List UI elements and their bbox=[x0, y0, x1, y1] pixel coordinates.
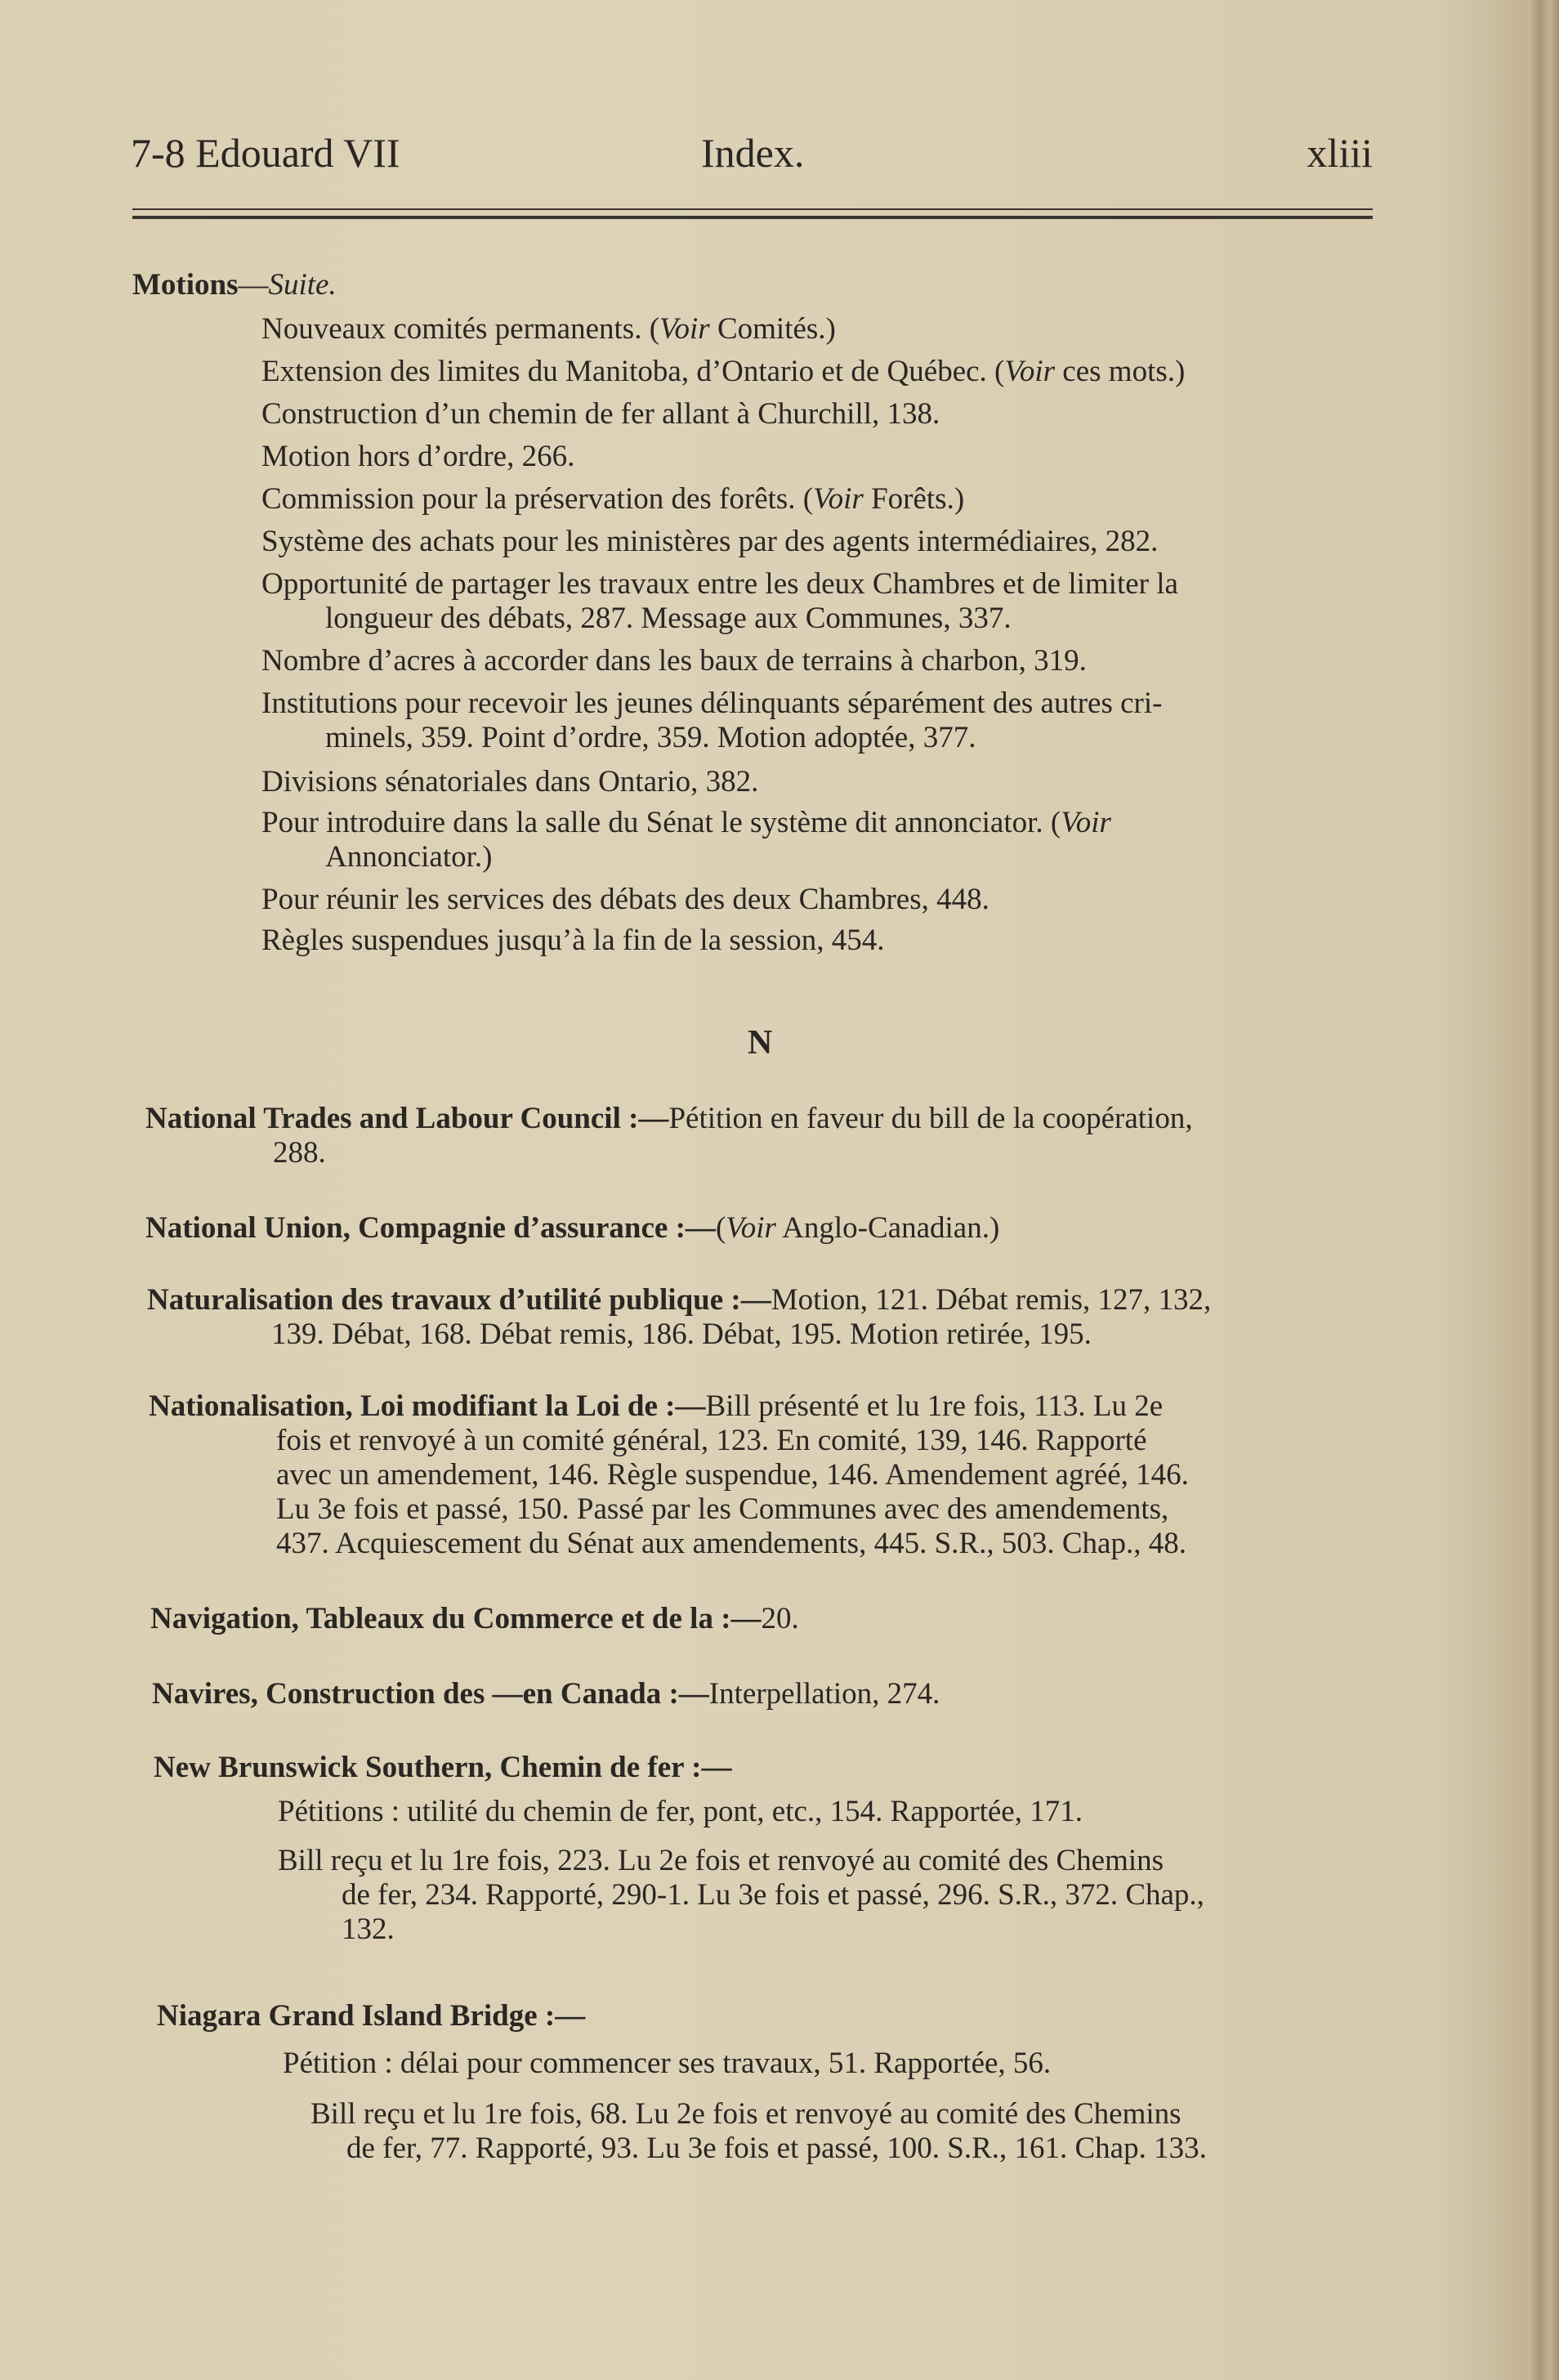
voir-ref: Voir bbox=[726, 1211, 776, 1245]
entry-text: Bill présenté et lu 1re fois, 113. Lu 2e bbox=[705, 1389, 1164, 1423]
motion-item bbox=[261, 397, 940, 432]
motion-item bbox=[261, 644, 1087, 678]
motion-item bbox=[261, 312, 836, 347]
subentry-text: Bill reçu et lu 1re fois, 68. Lu 2e fois et renvoyé au comité des Chemins bbox=[310, 2097, 1182, 2131]
motion-text: Institutions pour recevoir les jeunes délinquants séparément des autres cri- bbox=[261, 687, 1163, 720]
motion-text: Système des achats pour les ministères par des agents intermédiaires, 282. bbox=[261, 525, 1159, 558]
header-title: Index. bbox=[701, 130, 805, 176]
index-entry bbox=[145, 1211, 999, 1246]
entry-text-cont: 288. bbox=[273, 1136, 326, 1170]
motion-text: Pour introduire dans la salle du Sénat le système dit annonciator. ( bbox=[261, 806, 1061, 839]
index-subentry bbox=[278, 1844, 1204, 1947]
motion-text: Opportunité de partager les travaux entre les deux Chambres et de limiter la bbox=[261, 567, 1178, 601]
subentry-text-cont: de fer, 77. Rapporté, 93. Lu 3e fois et passé, 100. S.R., 161. Chap. 133. bbox=[346, 2132, 1207, 2165]
subentry-text-cont: 132. bbox=[342, 1912, 395, 1946]
entry-text: Interpellation, 274. bbox=[708, 1677, 940, 1711]
motion-item bbox=[261, 482, 964, 517]
entry-heading: New Brunswick Southern, Chemin de fer :— bbox=[154, 1751, 732, 1784]
entry-text-cont: avec un amendement, 146. Règle suspendue, 146. Amendement agréé, 146. bbox=[276, 1458, 1189, 1492]
motion-item bbox=[261, 525, 1158, 559]
index-subentry bbox=[278, 1795, 1083, 1829]
motion-text: Règles suspendues jusqu’à la fin de la session, 454. bbox=[261, 924, 885, 957]
index-entry bbox=[145, 1102, 1193, 1170]
entry-heading: Niagara Grand Island Bridge :— bbox=[157, 1999, 586, 2033]
entry-text: Motion, 121. Débat remis, 127, 132, bbox=[771, 1283, 1212, 1317]
section-letter: N bbox=[748, 1024, 773, 1062]
motion-item bbox=[261, 687, 1162, 755]
motion-ref: ces mots.) bbox=[1055, 355, 1186, 388]
subentry-text: Pétitions : utilité du chemin de fer, pont, etc., 154. Rapportée, 171. bbox=[278, 1795, 1083, 1828]
motions-suite: Suite. bbox=[268, 268, 337, 302]
header-rule-thick bbox=[132, 216, 1373, 219]
index-entry bbox=[157, 1999, 585, 2033]
motion-text: Construction d’un chemin de fer allant à Churchill, 138. bbox=[261, 397, 940, 431]
motion-text: Commission pour la préservation des forêts. ( bbox=[261, 482, 814, 516]
subentry-text-cont: de fer, 234. Rapporté, 290-1. Lu 3e fois et passé, 296. S.R., 372. Chap., bbox=[342, 1878, 1204, 1912]
motions-dash: — bbox=[238, 268, 269, 302]
header-volume: 7-8 Edouard VII bbox=[131, 130, 400, 176]
voir-ref: Voir bbox=[1004, 355, 1056, 388]
motion-text: Nombre d’acres à accorder dans les baux de terrains à charbon, 319. bbox=[261, 644, 1087, 678]
subentry-text: Bill reçu et lu 1re fois, 223. Lu 2e fois et renvoyé au comité des Chemins bbox=[278, 1844, 1164, 1877]
voir-ref: Voir bbox=[1061, 806, 1111, 839]
entry-heading: Naturalisation des travaux d’utilité publique :— bbox=[147, 1283, 771, 1317]
entry-text-cont: 437. Acquiescement du Sénat aux amendements, 445. S.R., 503. Chap., 48. bbox=[276, 1527, 1186, 1560]
motion-text: Extension des limites du Manitoba, d’Ontario et de Québec. ( bbox=[261, 355, 1005, 388]
motion-text-cont: minels, 359. Point d’ordre, 359. Motion adoptée, 377. bbox=[325, 721, 976, 754]
entry-heading: National Union, Compagnie d’assurance :— bbox=[145, 1211, 716, 1245]
voir-ref: Voir bbox=[813, 482, 864, 516]
motion-text: Nouveaux comités permanents. ( bbox=[261, 312, 660, 346]
entry-heading: National Trades and Labour Council :— bbox=[145, 1102, 669, 1135]
motions-heading: Motions bbox=[132, 268, 239, 302]
index-entry bbox=[152, 1677, 940, 1711]
motion-item bbox=[261, 924, 885, 958]
entry-text-cont: 139. Débat, 168. Débat remis, 186. Débat, 195. Motion retirée, 195. bbox=[271, 1318, 1092, 1351]
entry-heading: Nationalisation, Loi modifiant la Loi de :— bbox=[149, 1389, 706, 1423]
index-entry bbox=[154, 1751, 731, 1785]
motion-item bbox=[261, 440, 574, 474]
header-page-number: xliii bbox=[1307, 130, 1373, 176]
entry-text: 20. bbox=[761, 1602, 799, 1635]
entry-heading: Navigation, Tableaux du Commerce et de la :— bbox=[150, 1602, 762, 1635]
motion-text: Pour réunir les services des débats des deux Chambres, 448. bbox=[261, 883, 989, 916]
entry-text: Anglo-Canadian.) bbox=[775, 1211, 1000, 1245]
motion-item bbox=[261, 567, 1178, 636]
voir-ref: Voir bbox=[659, 312, 710, 346]
index-subentry bbox=[283, 2047, 1051, 2081]
entry-text: Pétition en faveur du bill de la coopération, bbox=[668, 1102, 1193, 1135]
motions-heading-line bbox=[132, 268, 337, 302]
motion-ref: Forêts.) bbox=[863, 482, 965, 516]
motion-text-cont: Annonciator.) bbox=[325, 840, 493, 874]
entry-text: ( bbox=[715, 1211, 726, 1245]
subentry-text: Pétition : délai pour commencer ses travaux, 51. Rapportée, 56. bbox=[283, 2047, 1052, 2080]
motion-item bbox=[261, 355, 1185, 389]
motion-item bbox=[261, 765, 758, 799]
motion-text: Divisions sénatoriales dans Ontario, 382. bbox=[261, 765, 759, 799]
index-entry bbox=[150, 1602, 799, 1636]
header-rule-thin bbox=[132, 208, 1373, 210]
motion-item bbox=[261, 883, 989, 917]
index-subentry bbox=[310, 2097, 1207, 2166]
page-binding-edge bbox=[1528, 0, 1559, 2380]
entry-text-cont: fois et renvoyé à un comité général, 123. En comité, 139, 146. Rapporté bbox=[276, 1424, 1147, 1457]
motion-ref: Comités.) bbox=[709, 312, 836, 346]
entry-text-cont: Lu 3e fois et passé, 150. Passé par les Communes avec des amendements, bbox=[276, 1492, 1169, 1526]
entry-heading: Navires, Construction des —en Canada :— bbox=[152, 1677, 709, 1711]
index-entry bbox=[147, 1283, 1211, 1352]
index-entry bbox=[149, 1389, 1189, 1561]
motion-text: Motion hors d’ordre, 266. bbox=[261, 440, 575, 473]
motion-text-cont: longueur des débats, 287. Message aux Communes, 337. bbox=[325, 602, 1012, 635]
motion-item bbox=[261, 806, 1111, 875]
